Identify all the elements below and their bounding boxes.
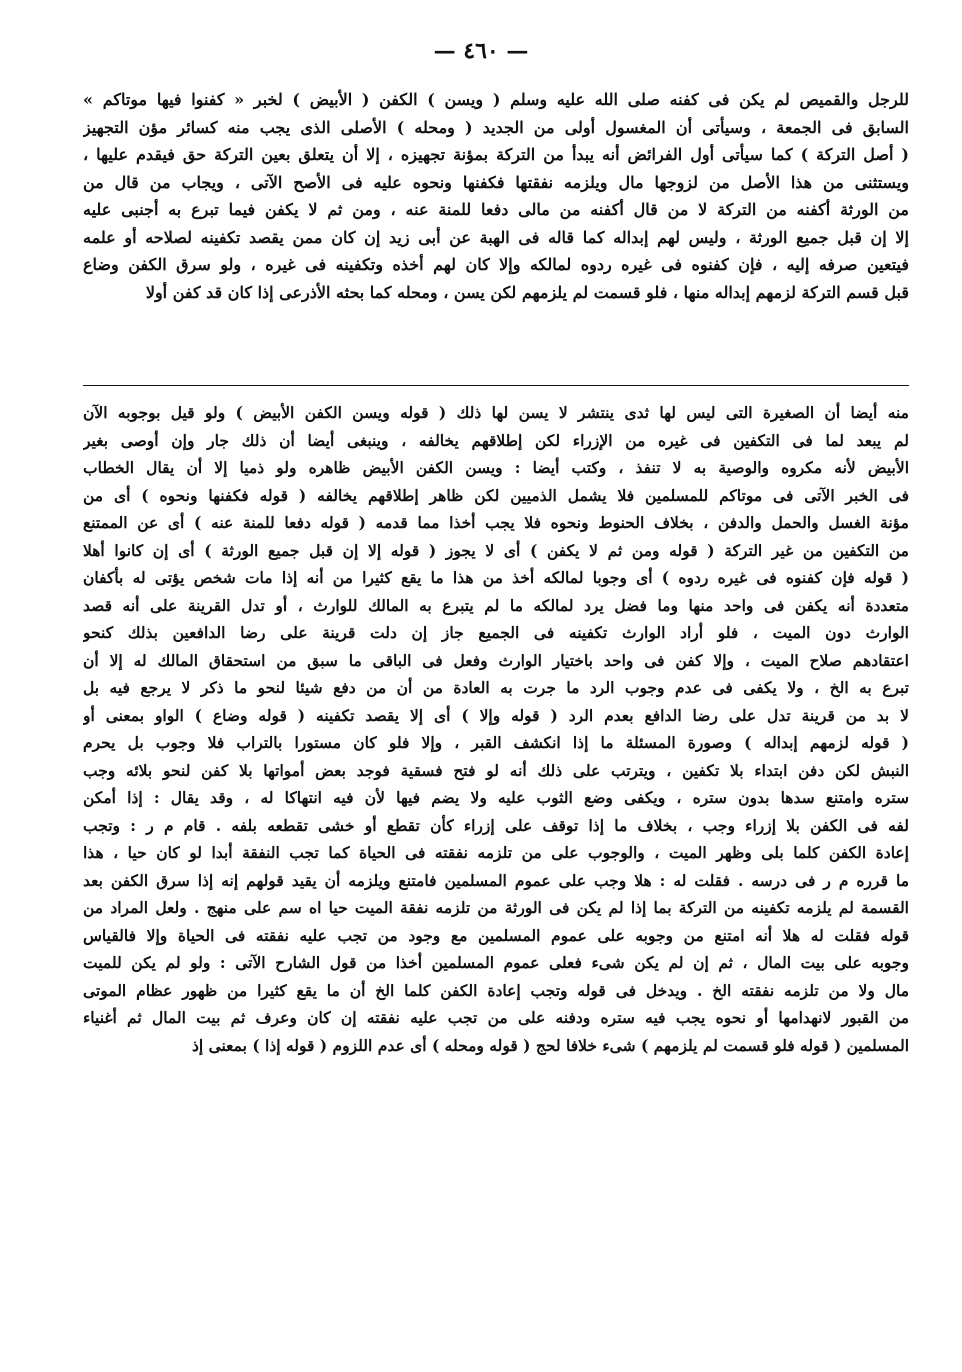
commentary-line: المسلمين ( قوله فلو قسمت لم يلزمهم ) شىء خلافا لحج ( قوله ومحله ) أى عدم اللزوم ( قوله إذا ) بمعنى إذ	[191, 1035, 909, 1055]
main-text-line: من الورثة أكفنه من التركة لا من قال أكفنه من مالى دفعا للمنة عنه ، ومن ثم لا يكفن فيما تبرع به أجنبى عليه	[83, 200, 909, 219]
page-number: — ٤٦٠ —	[433, 38, 529, 64]
commentary-line: ( قوله لزمهم إبداله ) وصورة المسئلة ما إذا انكشف القبر ، وإلا فلو كان مستورا بالتراب فلا وجوب بل يحرم	[83, 733, 909, 752]
commentary-line: منه أيضا أن الصغيرة التى ليس لها ثدى ينتشر لا يسن لها ذلك ( قوله ويسن الكفن الأبيض ) ولو قيل بوجوبه الآن	[83, 403, 909, 422]
commentary-line: مؤنة الغسل والحمل والدفن ، بخلاف الحنوط ونحوه فلا يجب أخذا مما قدمه ( قوله دفعا للمنة عنه ) أى عن الممتنع	[83, 513, 909, 532]
commentary-line: ستره وامتنع سدها بدون ستره ، ويكفى وضع الثوب عليه ولا يضم فيها لأن فيه انتهاكا له ، وقد يقال : إذا أمكن	[83, 788, 909, 807]
commentary-line: مال ولا من تلزمه نفقته الخ . ويدخل فى قوله وتجب إعادة الكفن كلما الخ أن ما يقع كثيرا من ظهور عظام الموتى	[83, 980, 909, 1000]
commentary-line: إعادة الكفن كلما بلى وظهر الميت ، والوجوب على من تلزمه نفقته فى الحياة كما تجب النفقة أبدا لو كان حيا ، هذا	[83, 843, 909, 862]
commentary-text-block	[83, 399, 909, 1059]
commentary-line: تبرع به الخ ، ولا يكفى فى عدم وجوب الرد ما جرت به العادة من أن من دفع شيئا لنحو ما ذكر لا يرجع فيه بل	[83, 678, 909, 697]
main-text-line: للرجل والقميص لم يكن فى كفنه صلى الله عليه وسلم ( ويسن ) الكفن ( الأبيض ) لخبر « كفنوا فيها موتاكم »	[83, 90, 909, 109]
commentary-line: فى الخبر الآتى فى موتاكم للمسلمين فلا يشمل الذميين لكن ظاهر إطلاقهم يخالفه ( قوله فكفنها ونحوه ) أى من	[83, 485, 909, 505]
main-text-block	[83, 86, 909, 306]
main-text-line: السابق فى الجمعة ، وسيأتى أن المغسول أولى من الجديد ( ومحله ) الأصلى الذى يجب منه كسائر مؤن التجهيز	[83, 117, 909, 137]
commentary-line: النبش لكن دفن ابتداء بلا تكفين ، ويترتب على ذلك أنه لو فتح فسقية فوجد بعض أمواتها بلا كفن لنحو بلائه وجب	[83, 760, 909, 780]
commentary-line: القسمة لم يلزمه تكفينه من التركة بما إذا لم يكن فى الورثة من تلزمه نفقة الميت حيا اه سم على منهج . ولعل المراد من	[83, 898, 909, 917]
main-text-line: ويستثنى من هذا الأصل من لزوجها مال ويلزمه نفقتها فكفنها ونحوه عليه فى الأصح الآتى ، ويجاب من قال من	[83, 172, 909, 192]
commentary-line: الوارث دون الميت ، فلو أراد الوارث تكفينه فى الجميع جاز إن دلت قرينة على رضا الدافعين بذلك كنحو	[83, 623, 909, 642]
commentary-line: قوله فقلت له هلا أنه امتنع من وجوبه على عموم المسلمين مع وجود من تجب عليه نفقته فى الحياة وإلا فالقياس	[83, 925, 909, 945]
main-text-line: فيتعين صرفه إليه ، فإن كفنوه فى غيره ردوه لمالكه وإلا كان لهم أخذه وتكفينه فى غيره ، ولو سرق الكفن وضاع	[83, 255, 909, 274]
commentary-line: من التكفين من غير التركة ( قوله ومن ثم لا يكفن ) أى لا يجوز ( قوله إلا إن قبل جميع الورثة ) أى إن كانوا أهلا	[83, 540, 909, 560]
commentary-line: لفه فى الكفن بلا إزراء وجب ، بخلاف ما إذا توقف على إزراء كأن تقطع أو خشى تقطعه بلفه . قام م ر : وتجب	[83, 815, 909, 835]
commentary-line: لم يبعد لما فى التكفين فى غيره من الإزراء لكن إطلاقهم يخالفه ، وينبغى أيضا أن ذلك جار وإن أوصى بغير	[83, 430, 909, 450]
main-text-line: ( أصل التركة ) كما سيأتى أول الفرائض أنه يبدأ من التركة بمؤنة تجهيزه ، إلا أن يتعلق بعين التركة حق فيقدم عليها ،	[83, 145, 909, 164]
commentary-line: ما قرره م ر فى درسه . فقلت له : هلا وجب على عموم المسلمين فامتنع ويلزمه أن يقيد قولهم إنه إذا سرق الكفن بعد	[83, 870, 909, 890]
main-text-line: قبل قسم التركة لزمهم إبداله منها ، فلو قسمت لم يلزمهم لكن يسن ، ومحله كما بحثه الأذرعى إذا كان قد كفن أولا	[145, 282, 909, 302]
commentary-line: ( قوله فإن كفنوه فى غيره ردوه ) أى وجوبا لمالكه أخذ من هذا ما يقع كثيرا من أنه إذا مات شخص يؤتى له بأكفان	[83, 568, 909, 587]
commentary-line: الأبيض لأنه مكروه والوصية به لا تنفذ ، وكتب أيضا : ويسن الكفن الأبيض ظاهره ولو ذميا إلا أن يقال الخطاب	[83, 458, 909, 477]
commentary-line: لا بد من قرينة تدل على رضا الدافع بعدم الرد ( قوله وإلا ) أى إلا يقصد تكفينه ( قوله وضاع ) الواو بمعنى أو	[83, 705, 909, 725]
commentary-line: وجوبه على بيت المال ، ثم إن لم يكن شىء فعلى عموم المسلمين أخذا من قول الشارح الآتى : ولو لم يكن للميت	[83, 953, 909, 972]
section-divider	[83, 385, 909, 386]
main-text-line: إلا إن قبل جميع الورثة ، وليس لهم إبداله كما قاله فى الهبة عن أبى زيد إن كان ممن يقصد تكفينه لصلاحه أو علمه	[83, 227, 909, 247]
commentary-line: اعتقادهم صلاح الميت ، وإلا كفن فى واحد باختيار الوارث وفعل فى الباقى ما سبق من استحقاق المالك له إلا أن	[83, 650, 909, 670]
commentary-line: متعددة أنه يكفن فى واحد منها وما فضل يرد لمالكه ما لم يتبرع به المالك للوارث ، أو تدل القرينة على أنه قصد	[83, 595, 909, 615]
commentary-line: من القبور لانهدامها أو نحوه يجب فيه ستره ودفنه على من تجب عليه نفقته إن كان وعرف ثم بيت المال ثم أغنياء	[83, 1008, 909, 1027]
